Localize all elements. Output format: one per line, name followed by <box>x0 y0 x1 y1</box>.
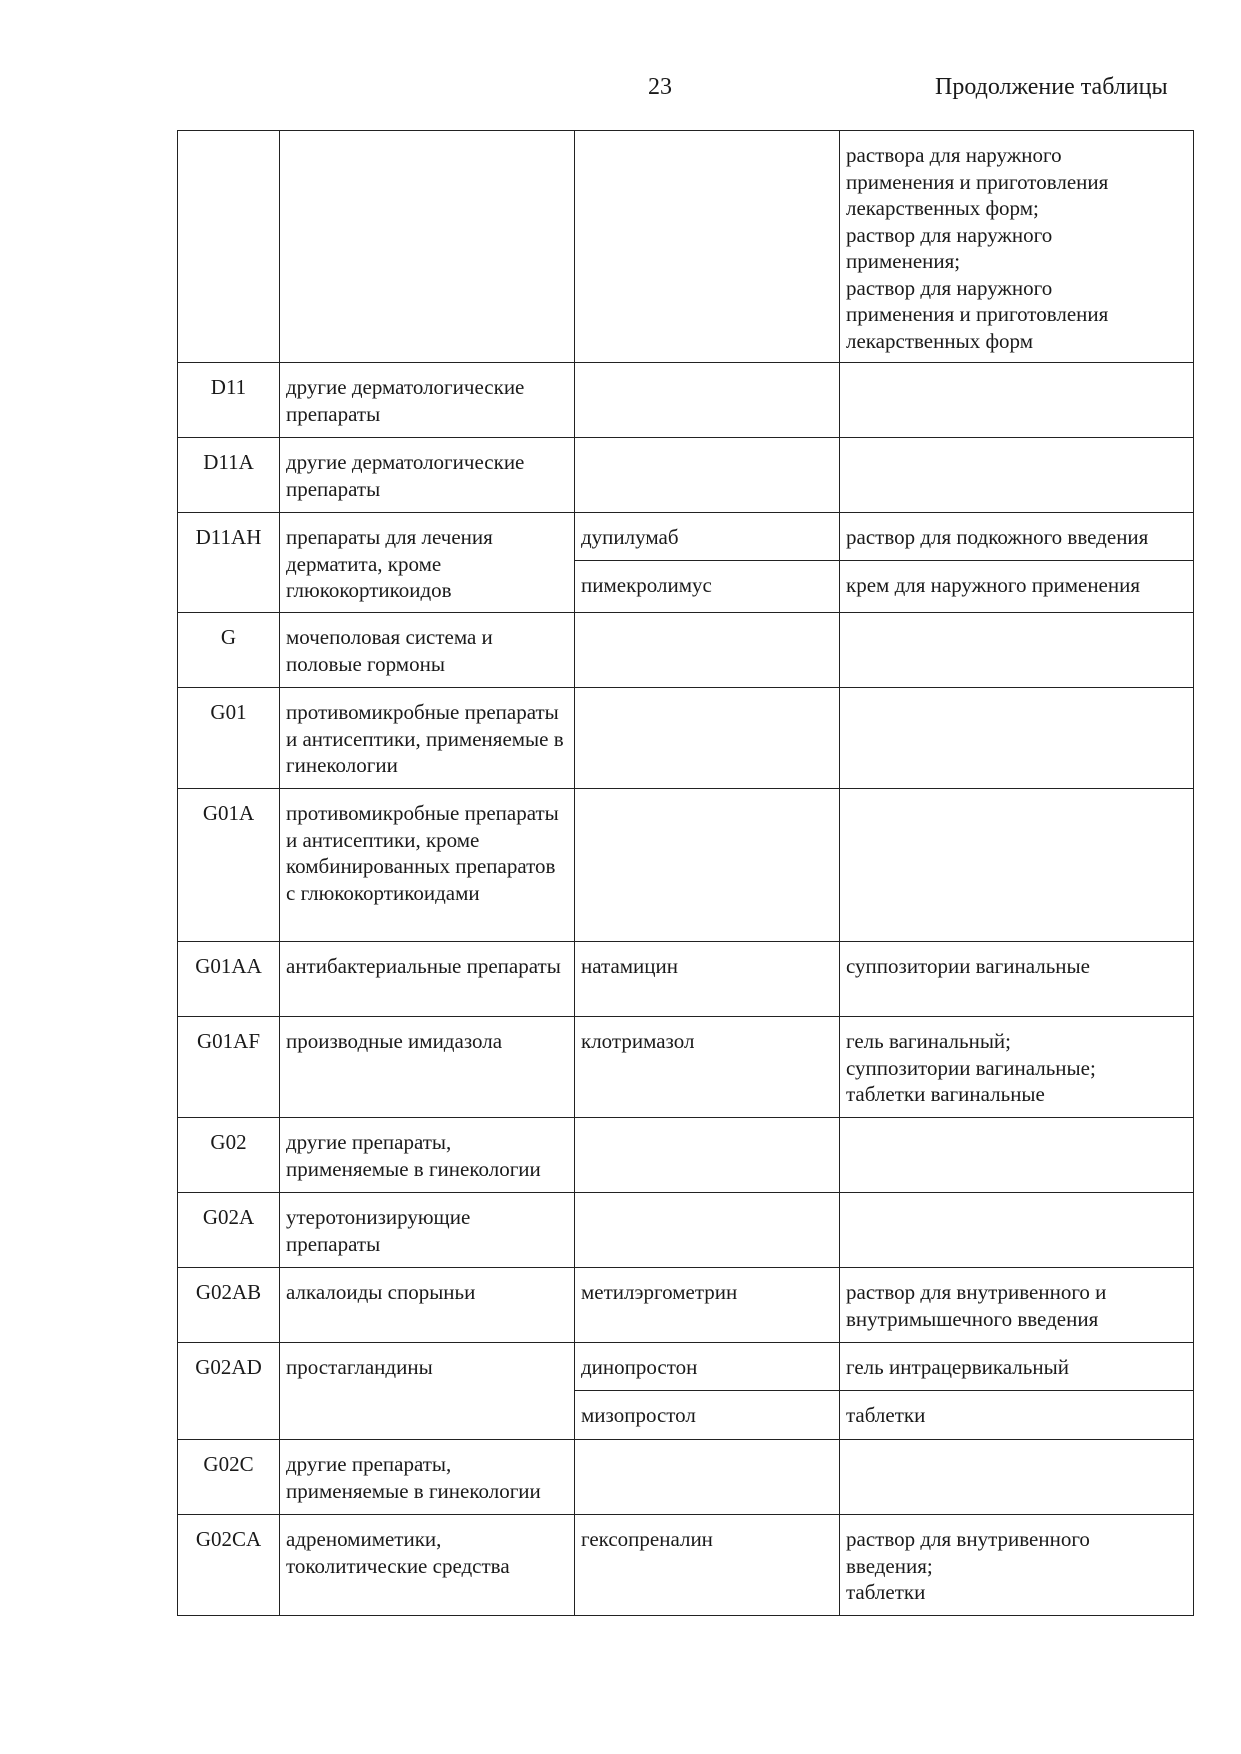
anatomical-group-cell: простагландины <box>280 1343 575 1440</box>
table-row <box>178 1118 1194 1193</box>
atc-code-cell: G01AA <box>178 942 280 1017</box>
dosage-form-cell <box>840 688 1194 789</box>
anatomical-group-cell: другие препараты, применяемые в гинекологии <box>280 1440 575 1515</box>
anatomical-group-cell: другие дерматологические препараты <box>280 438 575 513</box>
table-row <box>178 942 1194 1017</box>
dosage-form-line: применения и приготовления <box>846 169 1109 194</box>
atc-code-cell: G02AD <box>178 1343 280 1440</box>
table-row <box>178 613 1194 688</box>
dosage-form-cell <box>840 561 1194 613</box>
dosage-form-line: раствор для наружного <box>846 222 1053 247</box>
anatomical-group-cell: другие дерматологические препараты <box>280 363 575 438</box>
dosage-form-line: раствора для наружного <box>846 143 1062 167</box>
drug-name-cell <box>575 1440 840 1515</box>
dosage-form-line: лекарственных форм; <box>846 196 1039 220</box>
table-row <box>178 1193 1194 1268</box>
drug-name-cell <box>575 1118 840 1193</box>
dosage-form-line: крем для наружного применения <box>846 573 1141 597</box>
table-row <box>178 363 1194 438</box>
table-row <box>178 1343 1194 1391</box>
anatomical-group-cell: мочеполовая система и половые гормоны <box>280 613 575 688</box>
table-row <box>178 789 1194 942</box>
drug-name-cell: дупилумаб <box>575 513 840 561</box>
anatomical-group-cell: противомикробные препараты и антисептики, применяемые в гинекологии <box>280 688 575 789</box>
table-row <box>178 1515 1194 1616</box>
dosage-form-line: лекарственных форм <box>846 328 1034 353</box>
dosage-form-cell <box>840 363 1194 438</box>
drug-name-cell <box>575 688 840 789</box>
atc-code-cell: D11AH <box>178 513 280 613</box>
dosage-form-line: гель интрацервикальный <box>846 1355 1069 1379</box>
dosage-form-cell <box>840 1515 1194 1616</box>
table-row <box>178 688 1194 789</box>
dosage-form-cell <box>840 1343 1194 1391</box>
drug-name-cell: клотримазол <box>575 1017 840 1118</box>
dosage-form-cell <box>840 1118 1194 1193</box>
dosage-form-cell <box>840 613 1194 688</box>
anatomical-group-cell: утеротонизирующие препараты <box>280 1193 575 1268</box>
drug-name-cell <box>575 363 840 438</box>
atc-code-cell: D11A <box>178 438 280 513</box>
atc-code-cell: G02C <box>178 1440 280 1515</box>
anatomical-group-cell: препараты для лечения дерматита, кроме глюкокортикоидов <box>280 513 575 613</box>
atc-code-cell: G01AF <box>178 1017 280 1118</box>
dosage-form-cell <box>840 513 1194 561</box>
anatomical-group-cell: алкалоиды спорыньи <box>280 1268 575 1343</box>
table-row <box>178 131 1194 363</box>
table-row <box>178 1440 1194 1515</box>
dosage-form-line: суппозитории вагинальные; <box>846 1055 1096 1080</box>
drug-name-cell: пимекролимус <box>575 561 840 613</box>
dosage-form-line: раствор для внутривенного <box>846 1527 1090 1551</box>
drug-name-cell <box>575 131 840 363</box>
drug-name-cell: мизопростол <box>575 1391 840 1440</box>
drug-name-cell <box>575 613 840 688</box>
drug-classification-table <box>177 130 1194 1616</box>
drug-name-cell: натамицин <box>575 942 840 1017</box>
anatomical-group-cell: производные имидазола <box>280 1017 575 1118</box>
atc-code-cell: G02A <box>178 1193 280 1268</box>
dosage-form-line: применения; <box>846 249 961 273</box>
drug-name-cell <box>575 1193 840 1268</box>
dosage-form-cell <box>840 1017 1194 1118</box>
dosage-form-cell <box>840 1391 1194 1440</box>
atc-code-cell: G01A <box>178 789 280 942</box>
dosage-form-cell <box>840 942 1194 1017</box>
dosage-form-line: раствор для подкожного введения <box>846 525 1149 549</box>
dosage-form-line: таблетки <box>846 1580 926 1604</box>
drug-name-cell: динопростон <box>575 1343 840 1391</box>
dosage-form-line: введения; <box>846 1553 933 1578</box>
atc-code-cell: G02 <box>178 1118 280 1193</box>
table-continuation-label: Продолжение таблицы <box>935 74 1168 100</box>
dosage-form-cell <box>840 1268 1194 1343</box>
dosage-form-line: суппозитории вагинальные <box>846 954 1090 978</box>
drug-name-cell <box>575 789 840 942</box>
drug-name-cell: метилэргометрин <box>575 1268 840 1343</box>
atc-code-cell <box>178 131 280 363</box>
dosage-form-line: гель вагинальный; <box>846 1029 1011 1053</box>
dosage-form-line: раствор для внутривенного и <box>846 1280 1107 1304</box>
dosage-form-line: таблетки <box>846 1403 926 1427</box>
dosage-form-line: таблетки вагинальные <box>846 1082 1045 1106</box>
dosage-form-cell <box>840 1193 1194 1268</box>
table-row <box>178 513 1194 561</box>
dosage-form-cell <box>840 438 1194 513</box>
table-body <box>178 131 1194 1616</box>
dosage-form-line: внутримышечного введения <box>846 1306 1099 1331</box>
anatomical-group-cell: антибактериальные препараты <box>280 942 575 1017</box>
anatomical-group-cell <box>280 131 575 363</box>
dosage-form-cell <box>840 1440 1194 1515</box>
dosage-form-line: раствор для наружного <box>846 275 1053 300</box>
dosage-form-cell <box>840 131 1194 363</box>
drug-name-cell <box>575 438 840 513</box>
atc-code-cell: G01 <box>178 688 280 789</box>
atc-code-cell: G02CA <box>178 1515 280 1616</box>
anatomical-group-cell: адреномиметики, токолитические средства <box>280 1515 575 1616</box>
table-row <box>178 1268 1194 1343</box>
table-row <box>178 1017 1194 1118</box>
page-number: 23 <box>648 74 672 100</box>
dosage-form-line: применения и приготовления <box>846 302 1109 326</box>
dosage-form-cell <box>840 789 1194 942</box>
table-row <box>178 438 1194 513</box>
anatomical-group-cell: другие препараты, применяемые в гинекологии <box>280 1118 575 1193</box>
atc-code-cell: G <box>178 613 280 688</box>
anatomical-group-cell: противомикробные препараты и антисептики, кроме комбинированных препаратов с глюкокортикоидами <box>280 789 575 942</box>
drug-name-cell: гексопреналин <box>575 1515 840 1616</box>
atc-code-cell: G02AB <box>178 1268 280 1343</box>
atc-code-cell: D11 <box>178 363 280 438</box>
